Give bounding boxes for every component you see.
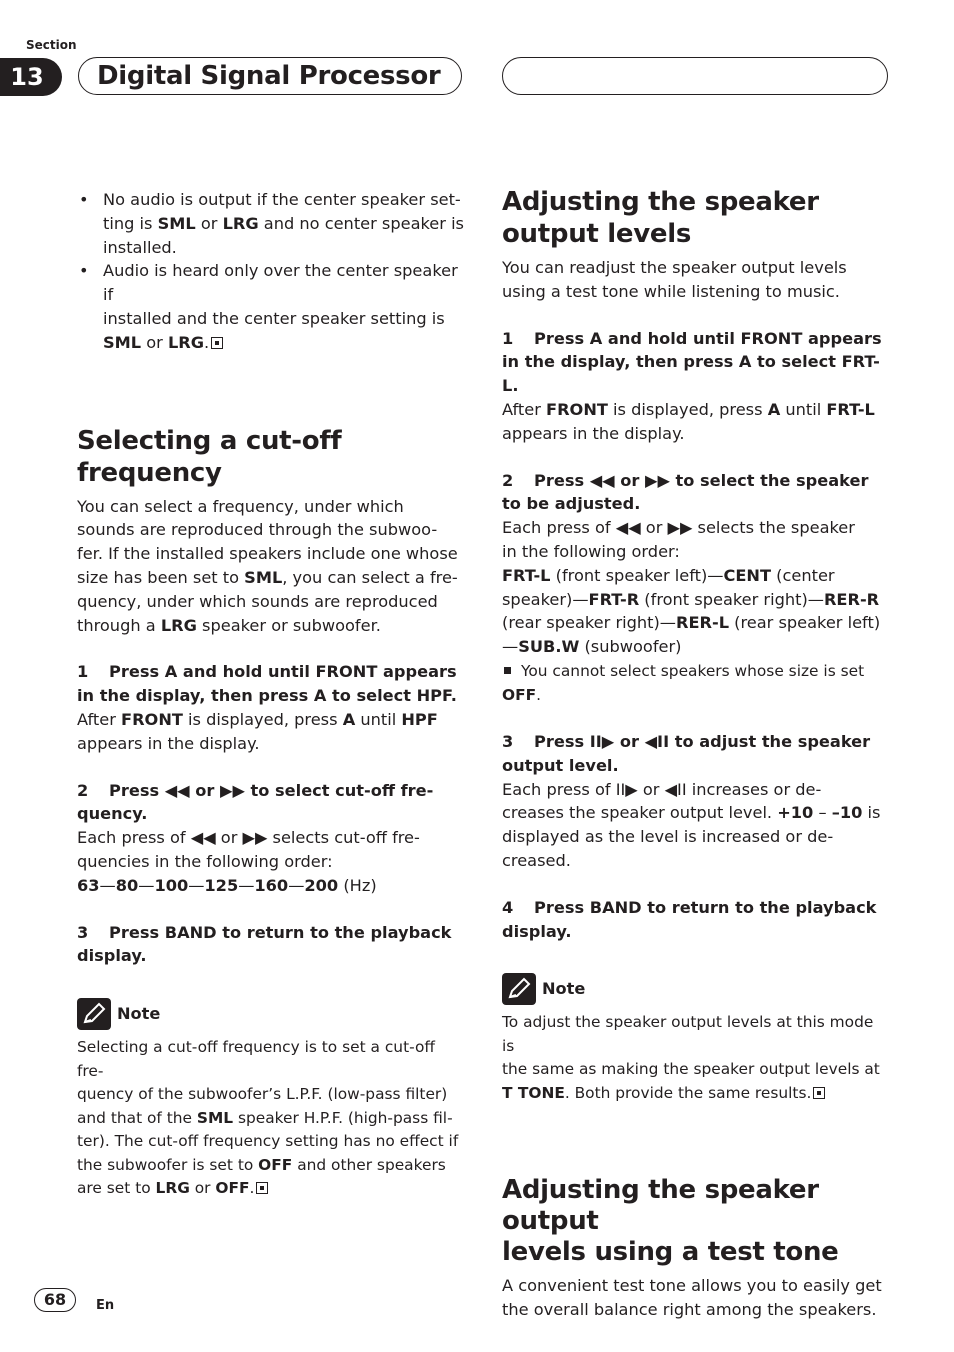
language-code: En — [96, 1298, 115, 1313]
output-levels-intro: You can readjust the speaker output levels using a test tone while listening to music. — [502, 258, 847, 301]
step-4-heading: 4 Press BAND to return to the playback display. — [502, 897, 877, 941]
step-1-heading: 1 Press A and hold until FRONT appears in the display, then press A to select HPF. — [77, 662, 457, 706]
pencil-note-icon — [502, 973, 536, 1005]
section-number: 13 — [0, 58, 62, 96]
bullet-dot: • — [79, 261, 89, 281]
page-number: 68 — [34, 1288, 76, 1312]
step-3-heading: 3 Press II▶ or ◀II to adjust the speaker output level. — [502, 731, 871, 775]
step-2-body: Each press of ◀◀ or ▶▶ selects cut-off fre- quencies in the following order: 63—80—100—125—160—200 (Hz) — [77, 828, 420, 895]
note-text: To adjust the speaker output levels at this mode is the same as making the speaker output levels at T TONE. Both provide the same results. — [502, 1013, 880, 1102]
cutoff-intro: You can select a frequency, under which sounds are reproduced through the subwoo- fer. If the installed speakers include one whose size has been set to SML, you can select a fre- quency, under which sounds are reproduced through a LRG speaker or subwoofer. — [77, 496, 458, 635]
step-2-heading: 2 Press ◀◀ or ▶▶ to select the speaker to be adjusted. — [502, 470, 869, 514]
step-3-body: Each press of II▶ or ◀II increases or de- creases the speaker output level. +10 – –10 is displayed as the level is increased or de- creased. — [502, 779, 881, 870]
bullet-item: • Audio is heard only over the center speaker if installed and the center speaker setting is SML or LRG. — [79, 261, 458, 352]
left-column — [77, 188, 465, 1201]
step-1-body: After FRONT is displayed, press A until FRT-L appears in the display. — [502, 399, 875, 443]
step-2-heading: 2 Press ◀◀ or ▶▶ to select cut-off fre- quency. — [77, 780, 434, 824]
step-1-heading: 1 Press A and hold until FRONT appears in the display, then press A to select FRT-L. — [502, 328, 882, 396]
step-2-body: Each press of ◀◀ or ▶▶ selects the speaker in the following order: FRT-L (front speaker left)—CENT (center speaker)—FRT-R (front speaker right)—RER-R (rear speaker right)—RER-L (rear speaker left) —SUB.W (subwoofer) — [502, 518, 881, 657]
chapter-title: Digital Signal Processor — [78, 57, 462, 95]
note-text: Selecting a cut-off frequency is to set a cut-off fre- quency of the subwoofer’s L.P.F. (low-pass filter) and that of the SML speaker H.P.F. (high-pass fil- ter). The cut-off frequency setting has no effect if the subwoofer is set to OFF and other speakers are set to LRG or OFF. — [77, 1038, 459, 1198]
right-column — [502, 186, 890, 1322]
heading-test-tone: Adjusting the speaker output levels using a test tone — [502, 1175, 839, 1268]
bullet-item: • No audio is output if the center speaker set- ting is SML or LRG and no center speaker is installed. — [79, 190, 464, 257]
heading-cutoff: Selecting a cut-off frequency — [77, 425, 342, 488]
step-3-heading: 3 Press BAND to return to the playback display. — [77, 922, 452, 966]
test-tone-intro: A convenient test tone allows you to easily get the overall balance right among the speakers. — [502, 1276, 882, 1320]
bullet-dot: • — [79, 190, 89, 209]
tip-square-icon — [504, 667, 511, 674]
note-header: Note — [77, 998, 465, 1030]
end-mark-icon — [256, 1182, 268, 1194]
heading-output-levels: Adjusting the speaker output levels — [502, 187, 819, 249]
section-label: Section — [26, 38, 77, 52]
end-mark-icon — [813, 1087, 825, 1099]
pencil-note-icon — [77, 998, 111, 1030]
end-mark-icon — [211, 337, 223, 349]
header-empty-box — [502, 57, 888, 95]
step-2-tip: You cannot select speakers whose size is set OFF. — [502, 661, 865, 704]
note-header: Note — [502, 973, 890, 1005]
step-1-body: After FRONT is displayed, press A until HPF appears in the display. — [77, 709, 438, 753]
